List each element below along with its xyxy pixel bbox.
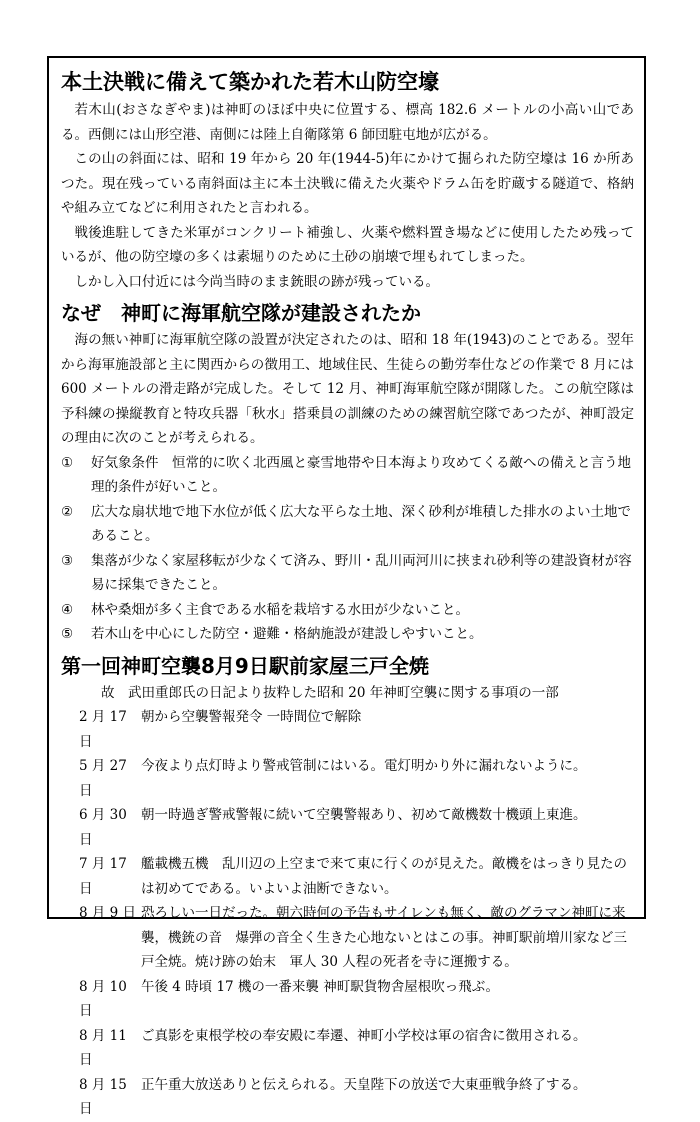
diary-date: 8 月 11 日: [79, 1027, 127, 1068]
diary-list: [61, 705, 634, 1122]
list-number: ③: [61, 552, 74, 569]
section-3-body: [61, 681, 634, 1122]
diary-text: 艦載機五機 乱川辺の上空まで来て東に行くのが見えた。敵機をはっきり見たのは初めてである。いよいよ油断できない。: [141, 856, 627, 897]
list-text: 広大な扇状地で地下水位が低く広大な平らな土地、深く砂利が堆積した排水のよい土地であること。: [91, 503, 631, 544]
section-1-body: [61, 98, 634, 294]
diary-text: 今夜より点灯時より警戒管制にはいる。電灯明かり外に漏れないように。: [141, 758, 587, 774]
list-item: [61, 451, 634, 500]
list-number: ②: [61, 503, 74, 520]
diary-intro: 故 武田重郎氏の日記より抜粋した昭和 20 年神町空襲に関する事項の一部: [101, 684, 559, 701]
paragraph: 戦後進駐してきた米軍がコンクリート補強し、火薬や燃料置き場などに使用したため残っているが、他の防空壕の多くは素堀りのために土砂の崩壊で埋もれてしまった。: [61, 224, 634, 265]
list-number: ⑤: [61, 626, 74, 642]
diary-text: 正午重大放送ありと伝えられる。天皇陛下の放送で大東亜戦争終了する。: [141, 1076, 587, 1093]
section-3-heading: 第一回神町空襲8月9日駅前家屋三戸全焼: [61, 653, 429, 678]
diary-entry: [61, 705, 634, 754]
reasons-list: [61, 451, 634, 647]
diary-date: 6 月 30 日: [79, 807, 127, 848]
list-text: 集落が少なく家屋移転が少なくて済み、野川・乱川両河川に挟まれ砂利等の建設資材が容易に採集できたこと。: [91, 552, 632, 593]
list-text: 林や桑畑が多く主食である水稲を栽培する水田が少ないこと。: [91, 601, 469, 618]
paragraph: 海の無い神町に海軍航空隊の設置が決定されたのは、昭和 18 年(1943)のことである。翌年から海軍施設部と主に関西からの徴用工、地域住民、生徒らの勤労奉仕などの作業で 8 月には 600 メートルの滑走路が完成した。そして 12 月、神町海軍航空隊が開隊した。この航空隊は予科練の操縦教育と特攻兵器「秋水」搭乗員の訓練のための練習航空隊であつたが、神町設定の理由に次のことが考えられる。: [61, 332, 634, 446]
list-item: [61, 500, 634, 549]
list-number: ①: [61, 454, 74, 471]
section-1-heading: 本土決戦に備えて築かれた若木山防空壕: [61, 70, 439, 94]
diary-entry: [61, 852, 634, 901]
section-2-body: [61, 328, 634, 647]
list-item: [61, 598, 634, 623]
diary-text: 午後 4 時頃 17 機の一番来襲 神町駅貨物舎屋根吹っ飛ぶ。: [141, 978, 499, 995]
diary-entry: [61, 1073, 634, 1122]
diary-entry: [61, 754, 634, 803]
section-2-heading: なぜ 神町に海軍航空隊が建設されたか: [61, 301, 421, 325]
diary-entry: [61, 1024, 634, 1073]
diary-date: 5 月 27 日: [79, 758, 127, 799]
diary-date: 8 月 9 日: [79, 905, 137, 921]
list-text: 若木山を中心にした防空・避難・格納施設が建設しやすいこと。: [91, 626, 483, 642]
document-frame: [47, 56, 646, 1117]
list-item: [61, 622, 634, 647]
list-number: ④: [61, 601, 74, 618]
list-text: 好気象条件 恒常的に吹く北西風と豪雪地帯や日本海より攻めてくる敵への備えと言う地理的条件が好いこと。: [91, 454, 631, 495]
diary-text: 朝から空襲警報発令 一時間位で解除: [141, 709, 362, 725]
paragraph: しかし入口付近には今尚当時のまま銃眼の跡が残っている。: [74, 273, 439, 290]
diary-entry: [61, 901, 634, 975]
list-item: [61, 549, 634, 598]
diary-date: 8 月 15 日: [79, 1076, 127, 1117]
diary-date: 7 月 17 日: [79, 856, 127, 897]
diary-entry: [61, 803, 634, 852]
paragraph: この山の斜面には、昭和 19 年から 20 年(1944-5)年にかけて掘られた防空壕は 16 か所あつた。現在残っている南斜面は主に本土決戦に備えた火薬やドラム缶を貯蔵する隧道で、格納や組み立てなどに利用されたと言われる。: [61, 151, 634, 216]
diary-text: 朝一時過ぎ警戒警報に続いて空襲警報あり、初めて敵機数十機頭上東進。: [141, 807, 587, 823]
diary-text: ご真影を東根学校の奉安殿に奉遷、神町小学校は軍の宿舎に徴用される。: [141, 1027, 587, 1044]
paragraph: 若木山(おさなぎやま)は神町のほぼ中央に位置する、標高 182.6 メートルの小高い山である。西側には山形空港、南側には陸上自衛隊第 6 師団駐屯地が広がる。: [61, 102, 634, 143]
diary-date: 2 月 17 日: [79, 709, 127, 750]
diary-entry: [61, 975, 634, 1024]
diary-text: 恐ろしい一日だった。朝六時何の予告もサイレンも無く、敵のグラマン神町に来襲，機銃の音 爆弾の音全く生きた心地ないとはこの事。神町駅前増川家など三戸全焼。焼け跡の始末 軍人 30 人程の死者を寺に運搬する。: [141, 905, 627, 970]
diary-date: 8 月 10 日: [79, 978, 127, 1019]
